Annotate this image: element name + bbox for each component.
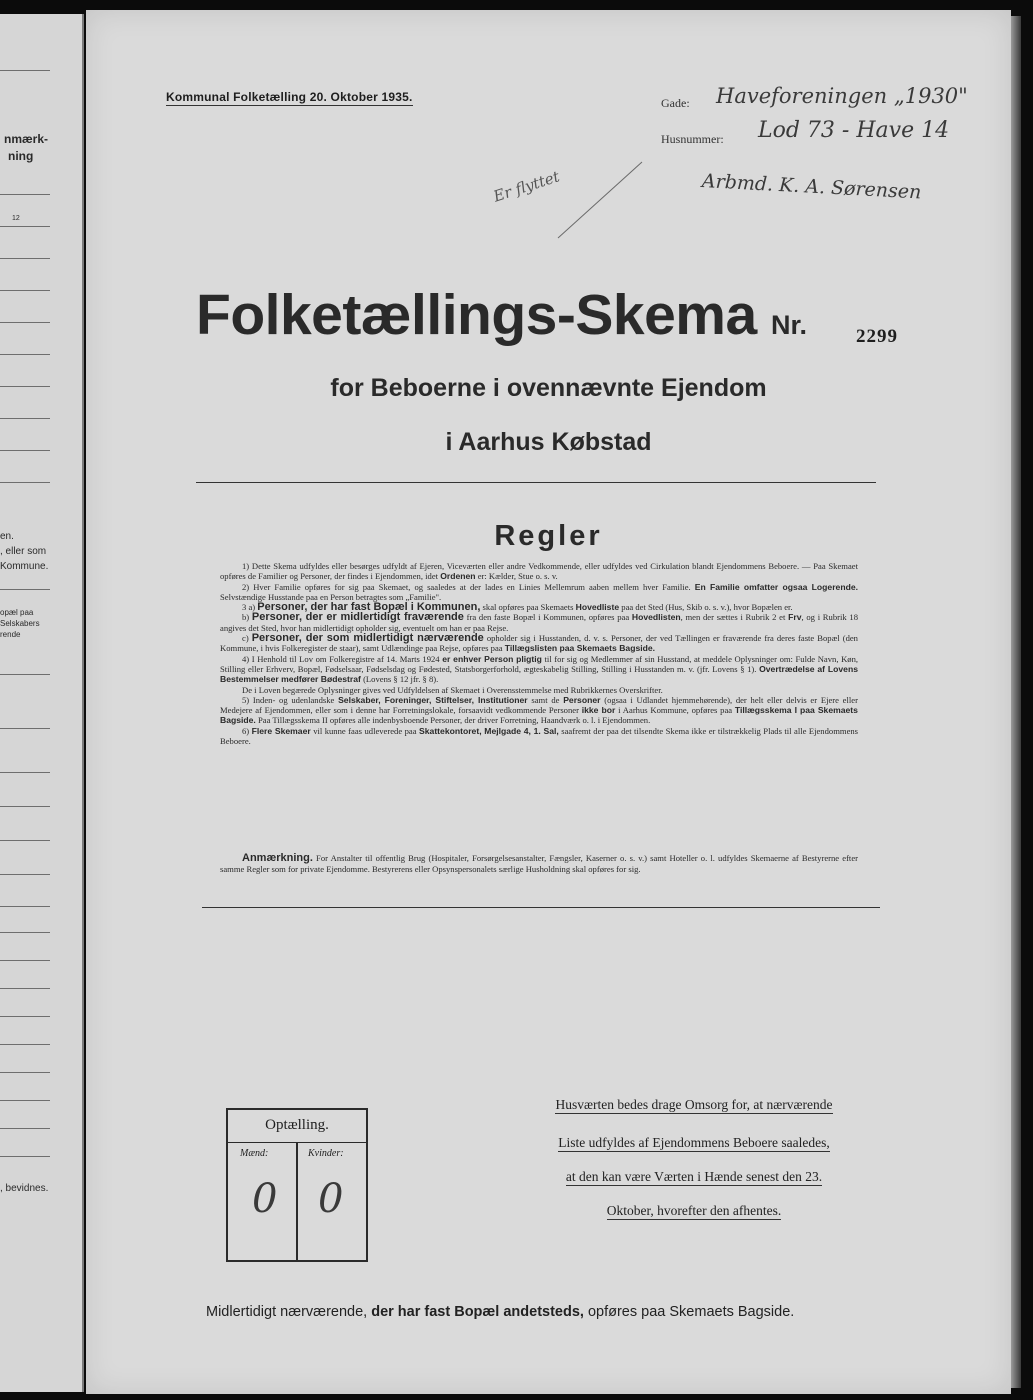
- note-text: For Anstalter til offentlig Brug (Hospitaler, Forsørgelsesanstalter, Fængsler, Kaserner o. s. v.) samt Hoteller o. l. udfyldes Skemaerne af Bestyrerne efter samme Regler som for private Ejendomme. Bestyrerens eller Opsynspersonalets særlige Husholdning skal opføres for sig.: [220, 853, 858, 874]
- left-rule: [0, 960, 50, 961]
- stamp-note: Er flyttet: [491, 167, 562, 206]
- rule-6: 6) Flere Skemaer vil kunne faas udleverede paa Skattekontoret, Mejlgade 4, 1. Sal, saafremt der paa det tilsendte Skema ikke er tilstrækkelig Plads til alle Ejendommens Beboere.: [220, 725, 859, 747]
- men-count: 0: [252, 1176, 278, 1222]
- left-rule: [0, 418, 50, 419]
- husnummer-label: Husnummer:: [661, 132, 724, 146]
- left-rule: [0, 194, 50, 195]
- left-col-number: 12: [12, 215, 20, 222]
- form-subtitle-2: i Aarhus Købstad: [445, 428, 652, 456]
- left-rule: [0, 226, 50, 227]
- rule-5: 5) Inden- og udenlandske Selskaber, Foreninger, Stiftelser, Institutioner samt de Personer (ogsaa i Udlandet hjemmehørende), der helt eller delvis er Ejere eller Medejere af Ejendommen, eller som i denne har Forretningslokale, forsaavidt vedkommende Personer ikke bor i Aarhus Kommune, opføres paa Tillægsskema I paa Skemaets Bagside. Paa Tillægsskema II opføres alle indenbysboende Personer, der driver Forretning, Haandværk o. l. i Ejendommen.: [220, 694, 858, 726]
- notice-line-4: Oktober, hvorefter den afhentes.: [606, 1203, 782, 1218]
- rules-text: [220, 561, 858, 746]
- left-fragment: Selskabers: [0, 619, 40, 628]
- left-fragment: en.: [0, 531, 14, 542]
- notice-line-2: Liste udfyldes af Ejendommens Beboere saaledes,: [558, 1135, 830, 1150]
- left-rule: [0, 1128, 50, 1129]
- left-rule: [0, 258, 50, 259]
- pencil-stroke-icon: [556, 160, 646, 240]
- left-rule: [0, 906, 50, 907]
- left-fragment: Kommune.: [0, 561, 49, 572]
- left-rule: [0, 806, 50, 807]
- form-title: Folketællings-Skema: [196, 283, 757, 347]
- left-rule: [0, 840, 50, 841]
- gade-value: Haveforeningen „1930": [716, 84, 968, 108]
- rule-3c: c) Personer, der som midlertidigt nærværende opholder sig i Husstanden, d. v. s. Personer, der ved Tællingen er fraværende fra deres faste Bopæl (den Kommune, i hvis Folkeregister de staar), samt Udlændinge paa Rejse, opføres paa Tillægslisten paa Skemaets Bagside.: [220, 632, 858, 654]
- left-heading-1: nmærk-: [4, 132, 49, 146]
- title-divider: [196, 482, 876, 483]
- left-rule: [0, 728, 50, 729]
- note-label: Anmærkning.: [242, 852, 313, 864]
- left-heading-2: ning: [8, 149, 34, 163]
- rule-3b: b) Personer, der er midlertidigt fraværende fra den faste Bopæl i Kommunen, opføres paa Hovedlisten, men der sættes i Rubrik 2 et Frv, og i Rubrik 18 angives det Sted, hvor han midlertidigt opholder sig, eventuelt om han er paa Rejse.: [220, 611, 858, 633]
- left-rule: [0, 1072, 50, 1073]
- left-rule: [0, 1156, 50, 1157]
- left-rule: [0, 589, 50, 590]
- count-box-title: Optælling.: [228, 1110, 366, 1143]
- left-rule: [0, 482, 50, 483]
- form-number-value: 2299: [856, 326, 898, 347]
- left-fragment: opæl paa: [0, 608, 34, 617]
- left-page-fragment: [0, 14, 84, 1392]
- left-rule: [0, 674, 50, 675]
- left-rule: [0, 70, 50, 71]
- left-rule: [0, 988, 50, 989]
- left-fragment: rende: [0, 630, 21, 639]
- form-subtitle-1: for Beboerne i ovennævnte Ejendom: [330, 374, 767, 402]
- census-header-title: Kommunal Folketælling 20. Oktober 1935.: [166, 90, 413, 104]
- rules-heading: Regler: [494, 520, 603, 552]
- left-rule: [0, 386, 50, 387]
- left-rule: [0, 874, 50, 875]
- page-edge: [1011, 16, 1021, 1388]
- note-paragraph: [220, 853, 858, 875]
- left-rule: [0, 1100, 50, 1101]
- husnummer-value: Lod 73 - Have 14: [758, 118, 950, 143]
- notice-line-3: at den kan være Værten i Hænde senest den 23.: [565, 1169, 823, 1184]
- count-box-divider: [296, 1143, 298, 1260]
- women-count: 0: [318, 1176, 344, 1222]
- rule-3a: 3 a) Personer, der har fast Bopæl i Kommunen, skal opføres paa Skemaets Hovedliste paa det Sted (Hus, Skib o. s. v.), hvor Bopælen er.: [242, 601, 793, 614]
- left-rule: [0, 1016, 50, 1017]
- left-rule: [0, 932, 50, 933]
- left-rule: [0, 1044, 50, 1045]
- rule-1: 1) Dette Skema udfyldes eller besørges udfyldt af Ejeren, Viceværten eller andre Vedkommende, eller udfyldes ved Cirkulation blandt Ejendommens Beboere. — Paa Skemaet opføres de Familier og Personer, der findes i Ejendommen, idet Ordenen er: Kælder, Stue o. s. v.: [220, 561, 858, 582]
- owner-note: Arbmd. K. A. Sørensen: [701, 170, 922, 204]
- left-fragment: , bevidnes.: [0, 1183, 49, 1194]
- census-form-page: [86, 10, 1011, 1394]
- left-fragment: , eller som: [0, 546, 47, 557]
- footer-note: Midlertidigt nærværende, der har fast Bopæl andetsteds, opføres paa Skemaets Bagside.: [206, 1304, 795, 1320]
- gade-label: Gade:: [661, 96, 690, 110]
- notice-line-1: Husværten bedes drage Omsorg for, at nærværende: [555, 1097, 833, 1112]
- rule-4-cont: De i Loven begærede Oplysninger gives ved Udfyldelsen af Skemaet i Overensstemmelse med Rubrikkernes Overskrifter.: [242, 684, 663, 695]
- women-label: Kvinder:: [308, 1148, 344, 1159]
- rule-4: 4) I Henhold til Lov om Folkeregistre af 14. Marts 1924 er enhver Person pligtig til for sig og Medlemmer af sin Husstand, at meddele Oplysninger om: Fulde Navn, Køn, Stilling eller Erhverv, Bopæl, Fødselsaar, Fødselsdag og Fødested, Statsborgerforhold, ægteskabelig Stilling, Stilling i Husstanden m. v. (jfr. Lovens § 1). Overtrædelse af Lovens Bestemmelser medfører Bødestraf (Lovens § 12 jfr. § 8).: [220, 653, 859, 685]
- left-rule: [0, 290, 50, 291]
- count-box: [226, 1108, 368, 1262]
- left-rule: [0, 322, 50, 323]
- left-rule: [0, 450, 50, 451]
- left-rule: [0, 772, 50, 773]
- form-number-label: Nr.: [771, 310, 808, 340]
- note-divider: [202, 907, 880, 908]
- men-label: Mænd:: [240, 1148, 269, 1159]
- rule-2: 2) Hver Familie opføres for sig paa Skemaet, og saaledes at der lades en Linies Mellemrum aaben mellem hver Familie. En Familie omfatter ogsaa Logerende. Selvstændige Husstande paa en Person betragtes som „Familie".: [220, 581, 858, 602]
- left-rule: [0, 354, 50, 355]
